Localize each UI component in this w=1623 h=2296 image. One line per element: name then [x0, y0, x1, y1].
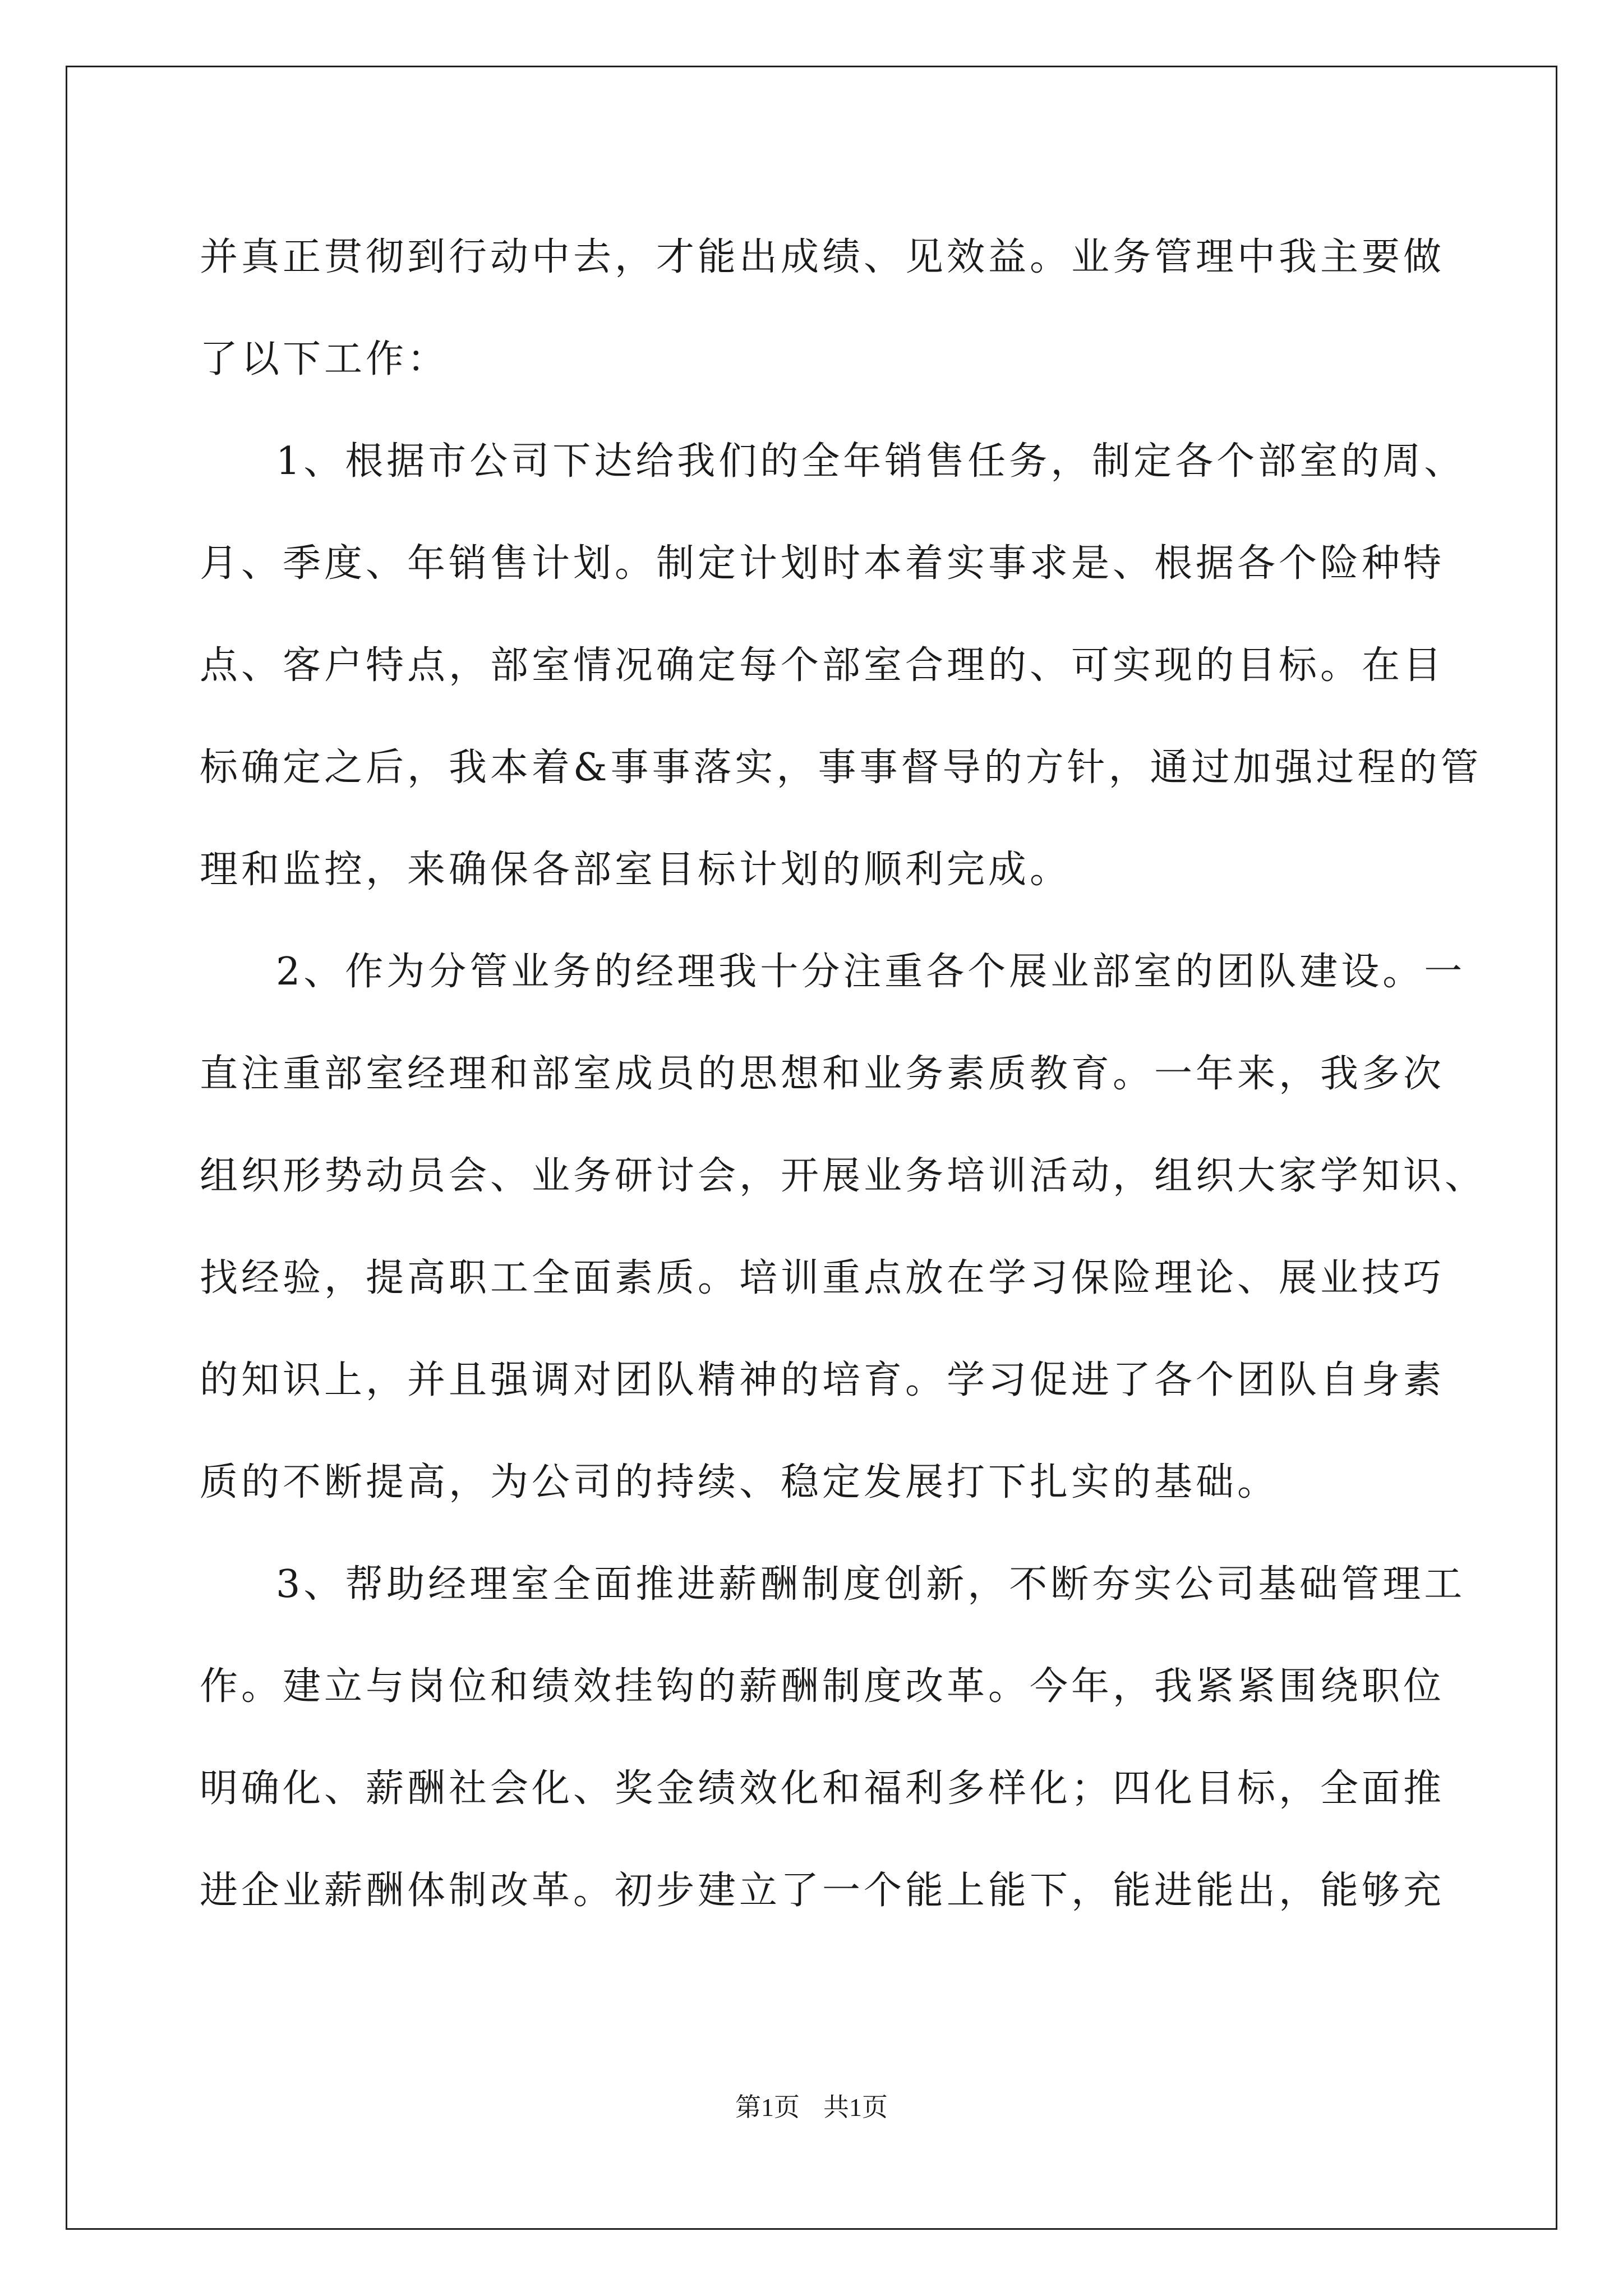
text-line: 组织形势动员会、业务研讨会，开展业务培训活动，组织大家学知识、: [200, 1154, 1487, 1198]
text-line: 明确化、薪酬社会化、奖金绩效化和福利多样化；四化目标，全面推: [200, 1766, 1445, 1811]
text-line: 2、作为分管业务的经理我十分注重各个展业部室的团队建设。一: [276, 950, 1466, 994]
text-line: 找经验，提高职工全面素质。培训重点放在学习保险理论、展业技巧: [200, 1256, 1445, 1300]
text-line: 作。建立与岗位和绩效挂钩的薪酬制度改革。今年，我紧紧围绕职位: [200, 1664, 1445, 1709]
text-line: 月、季度、年销售计划。制定计划时本着实事求是、根据各个险种特: [200, 541, 1445, 586]
text-line: 1、根据市公司下达给我们的全年销售任务，制定各个部室的周、: [276, 439, 1466, 484]
text-line: 并真正贯彻到行动中去，才能出成绩、见效益。业务管理中我主要做: [200, 235, 1445, 279]
text-line: 标确定之后，我本着&事事落实，事事督导的方针，通过加强过程的管: [200, 746, 1482, 790]
document-body: [200, 206, 1487, 1942]
page-total: 共1页: [823, 2093, 888, 2122]
text-line: 进企业薪酬体制改革。初步建立了一个能上能下，能进能出，能够充: [200, 1869, 1445, 1913]
page-footer: [0, 2087, 1623, 2124]
text-line: 质的不断提高，为公司的持续、稳定发展打下扎实的基础。: [200, 1460, 1279, 1504]
page-number: 第1页: [735, 2093, 800, 2122]
text-line: 直注重部室经理和部室成员的思想和业务素质教育。一年来，我多次: [200, 1052, 1445, 1096]
text-line: 理和监控，来确保各部室目标计划的顺利完成。: [200, 848, 1072, 892]
text-line: 3、帮助经理室全面推进薪酬制度创新，不断夯实公司基础管理工: [276, 1562, 1466, 1607]
text-line: 了以下工作：: [200, 337, 449, 381]
text-line: 点、客户特点，部室情况确定每个部室合理的、可实现的目标。在目: [200, 643, 1445, 688]
text-line: 的知识上，并且强调对团队精神的培育。学习促进了各个团队自身素: [200, 1358, 1445, 1402]
